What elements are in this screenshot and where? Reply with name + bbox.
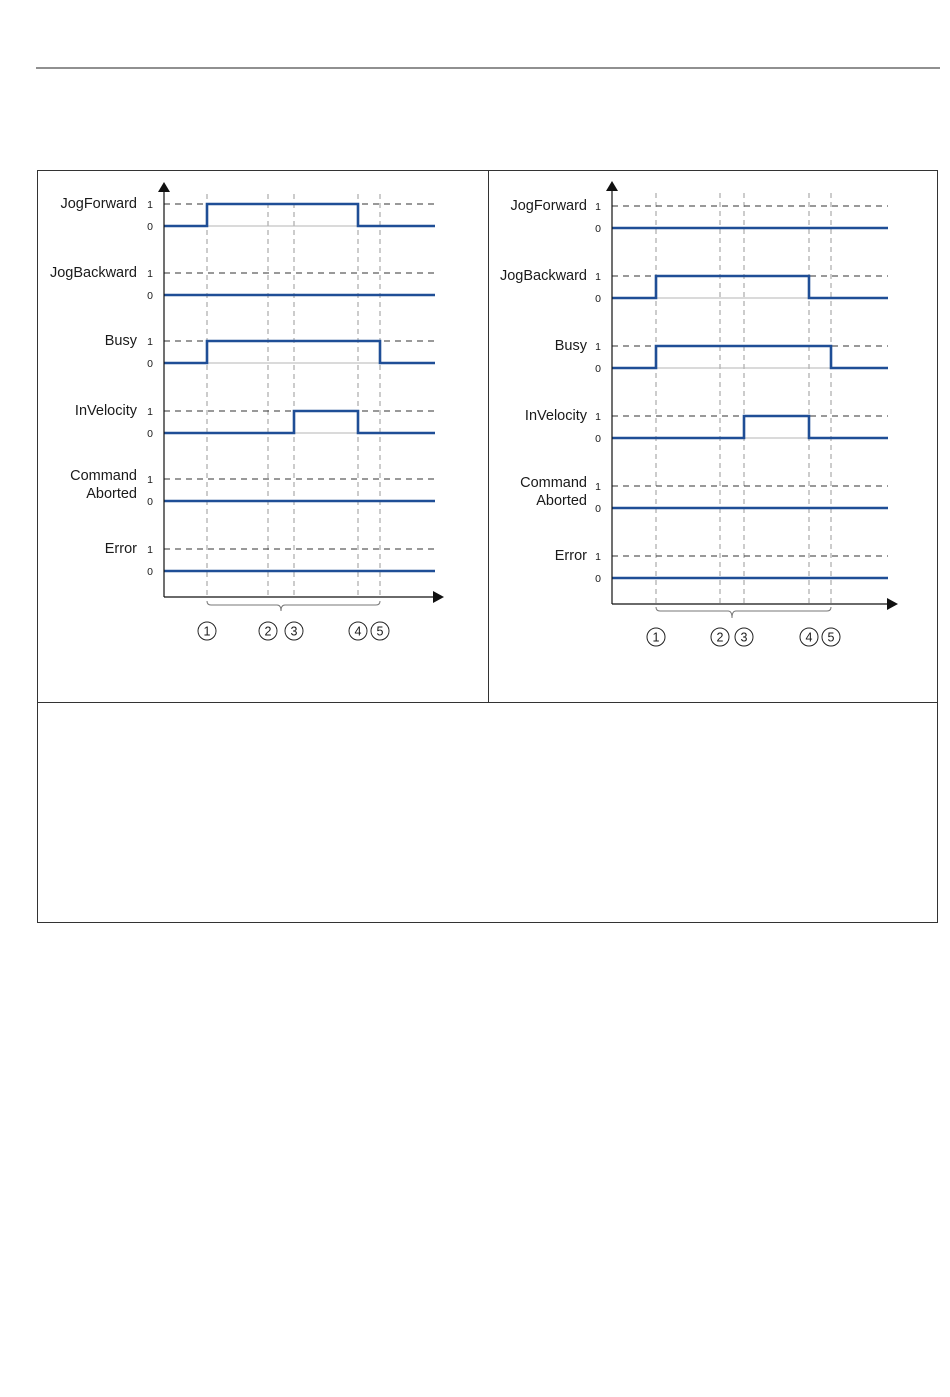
- signal-row-jogbackward: [50, 265, 435, 302]
- level-label-high: 1: [147, 406, 153, 418]
- level-label-low: 0: [147, 290, 153, 302]
- signal-row-invelocity: [525, 408, 888, 445]
- level-label-high: 1: [147, 268, 153, 280]
- signal-row-jogbackward: [500, 268, 888, 305]
- signal-row-command-aborted: [520, 475, 888, 515]
- callout-marker-3: [735, 628, 753, 646]
- signal-waveform: [164, 341, 435, 363]
- signal-label-line: JogBackward: [49, 265, 137, 281]
- level-label-low: 0: [595, 573, 601, 585]
- level-label-high: 1: [147, 544, 153, 556]
- time-span-brace: [656, 607, 831, 618]
- level-label-low: 0: [147, 496, 153, 508]
- signal-label-line: Error: [104, 541, 137, 557]
- level-label-low: 0: [147, 358, 153, 370]
- level-label-low: 0: [595, 503, 601, 515]
- level-label-low: 0: [595, 223, 601, 235]
- signal-waveform: [164, 204, 435, 226]
- signal-waveform: [164, 411, 435, 433]
- signal-label-line: Aborted: [536, 493, 587, 509]
- timing-diagram-jog-backward: [500, 181, 898, 646]
- figure-frame: [38, 171, 938, 923]
- signal-label: [105, 333, 138, 349]
- signal-label: [75, 403, 138, 419]
- callout-number: 3: [740, 630, 748, 645]
- signal-label-line: Error: [554, 548, 587, 564]
- level-label-high: 1: [147, 474, 153, 486]
- callout-number: 4: [805, 630, 813, 645]
- signal-label: [60, 196, 137, 212]
- callout-marker-3: [285, 622, 303, 640]
- callout-number: 3: [290, 624, 298, 639]
- figure-outer-border: [38, 171, 938, 923]
- signal-waveform: [612, 276, 888, 298]
- callout-marker-2: [711, 628, 729, 646]
- signal-label: [555, 338, 588, 354]
- signal-row-jogforward: [60, 196, 435, 233]
- signal-label-line: Command: [70, 468, 137, 484]
- time-axis-arrowhead: [433, 591, 444, 603]
- level-label-high: 1: [595, 481, 601, 493]
- callout-number: 2: [264, 624, 272, 639]
- callout-number: 2: [716, 630, 724, 645]
- time-axis-arrowhead: [887, 598, 898, 610]
- callout-number: 1: [652, 630, 660, 645]
- callout-number: 5: [827, 630, 835, 645]
- level-label-high: 1: [595, 411, 601, 423]
- callout-marker-1: [198, 622, 216, 640]
- callout-marker-2: [259, 622, 277, 640]
- signal-label-line: JogForward: [510, 198, 587, 214]
- callout-number: 5: [376, 624, 384, 639]
- signal-waveform: [612, 346, 888, 368]
- callout-number: 1: [203, 624, 211, 639]
- time-span-brace: [207, 601, 380, 611]
- signal-row-busy: [105, 333, 435, 370]
- signal-label: [555, 548, 587, 564]
- level-label-low: 0: [595, 433, 601, 445]
- signal-label-line: Busy: [104, 333, 137, 349]
- callout-marker-5: [822, 628, 840, 646]
- level-label-high: 1: [147, 199, 153, 211]
- level-label-low: 0: [595, 293, 601, 305]
- level-label-low: 0: [147, 566, 153, 578]
- level-label-high: 1: [595, 271, 601, 283]
- y-axis-arrowhead: [158, 182, 170, 192]
- signal-label-line: JogForward: [60, 196, 137, 212]
- callout-marker-5: [371, 622, 389, 640]
- callout-marker-4: [800, 628, 818, 646]
- signal-row-error: [555, 548, 888, 585]
- signal-label-line: InVelocity: [74, 403, 137, 419]
- level-label-high: 1: [147, 336, 153, 348]
- timing-diagram-jog-forward: [50, 182, 444, 640]
- signal-label-line: Command: [520, 475, 587, 491]
- level-label-high: 1: [595, 201, 601, 213]
- level-label-low: 0: [147, 428, 153, 440]
- y-axis-arrowhead: [606, 181, 618, 191]
- signal-label: [520, 475, 587, 509]
- signal-label: [50, 265, 137, 281]
- signal-label: [70, 468, 137, 502]
- callout-marker-1: [647, 628, 665, 646]
- level-label-low: 0: [595, 363, 601, 375]
- signal-waveform: [612, 416, 888, 438]
- level-label-high: 1: [595, 551, 601, 563]
- signal-label: [105, 541, 137, 557]
- signal-label-line: InVelocity: [524, 408, 587, 424]
- callout-marker-4: [349, 622, 367, 640]
- level-label-high: 1: [595, 341, 601, 353]
- signal-label: [500, 268, 587, 284]
- signal-label-line: Aborted: [86, 486, 137, 502]
- signal-row-busy: [555, 338, 888, 375]
- level-label-low: 0: [147, 221, 153, 233]
- signal-row-invelocity: [75, 403, 435, 440]
- signal-label: [510, 198, 587, 214]
- signal-label-line: Busy: [554, 338, 587, 354]
- signal-label-line: JogBackward: [499, 268, 587, 284]
- signal-label: [525, 408, 588, 424]
- callout-number: 4: [354, 624, 362, 639]
- signal-row-error: [105, 541, 435, 578]
